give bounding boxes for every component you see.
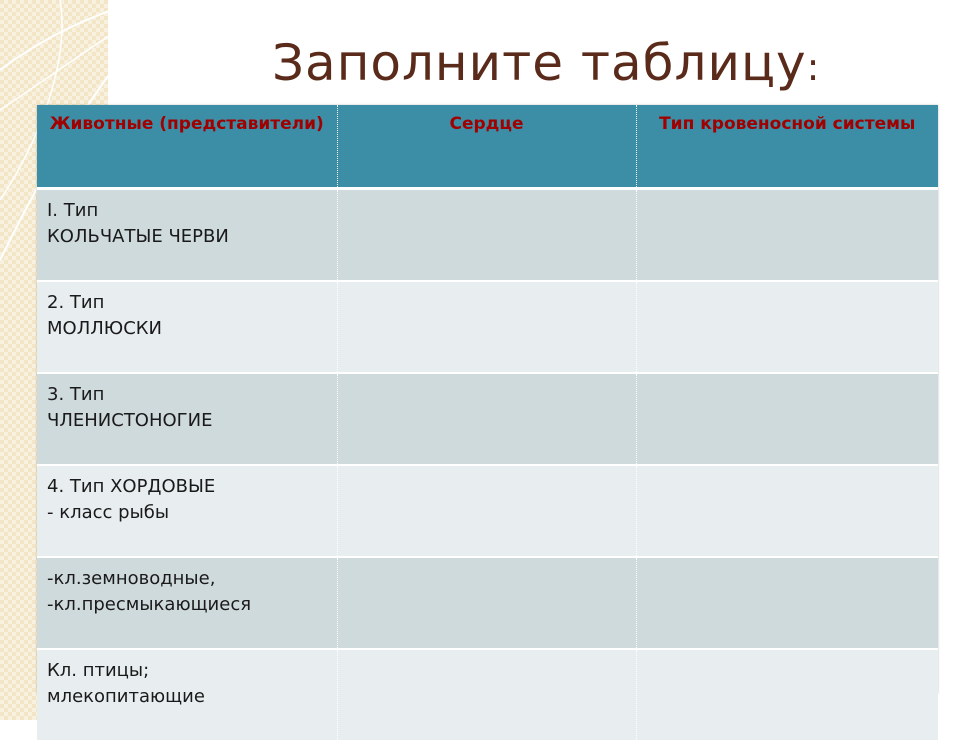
title-colon: :	[806, 45, 821, 89]
circulatory-system-cell[interactable]	[636, 189, 938, 282]
circulatory-system-cell[interactable]	[636, 281, 938, 373]
table-row	[37, 281, 938, 373]
heart-cell[interactable]	[337, 649, 636, 741]
animal-cell: I. Тип КОЛЬЧАТЫЕ ЧЕРВИ	[37, 189, 337, 282]
circulatory-system-cell[interactable]	[636, 649, 938, 741]
column-header-circulatory-system: Тип кровеносной системы	[636, 105, 938, 189]
circulatory-system-cell[interactable]	[636, 373, 938, 465]
page-title-text: Заполните таблицу	[272, 34, 807, 92]
page-title	[272, 30, 820, 100]
column-header-heart: Сердце	[337, 105, 636, 189]
animal-cell: Кл. птицы; млекопитающие	[37, 649, 337, 741]
animal-cell: 2. Тип МОЛЛЮСКИ	[37, 281, 337, 373]
heart-cell[interactable]	[337, 281, 636, 373]
heart-cell[interactable]	[337, 557, 636, 649]
table-row	[37, 649, 938, 741]
animals-table	[37, 105, 938, 707]
heart-cell[interactable]	[337, 189, 636, 282]
animal-cell: -кл.земноводные, -кл.пресмыкающиеся	[37, 557, 337, 649]
table	[37, 105, 938, 742]
circulatory-system-cell[interactable]	[636, 465, 938, 557]
table-header-row	[37, 105, 938, 189]
circulatory-system-cell[interactable]	[636, 557, 938, 649]
table-row	[37, 465, 938, 557]
column-header-animals: Животные (представители)	[37, 105, 337, 189]
table-row	[37, 373, 938, 465]
animal-cell: 4. Тип ХОРДОВЫЕ - класс рыбы	[37, 465, 337, 557]
heart-cell[interactable]	[337, 373, 636, 465]
animal-cell: 3. Тип ЧЛЕНИСТОНОГИЕ	[37, 373, 337, 465]
heart-cell[interactable]	[337, 465, 636, 557]
table-row	[37, 189, 938, 282]
table-row	[37, 557, 938, 649]
